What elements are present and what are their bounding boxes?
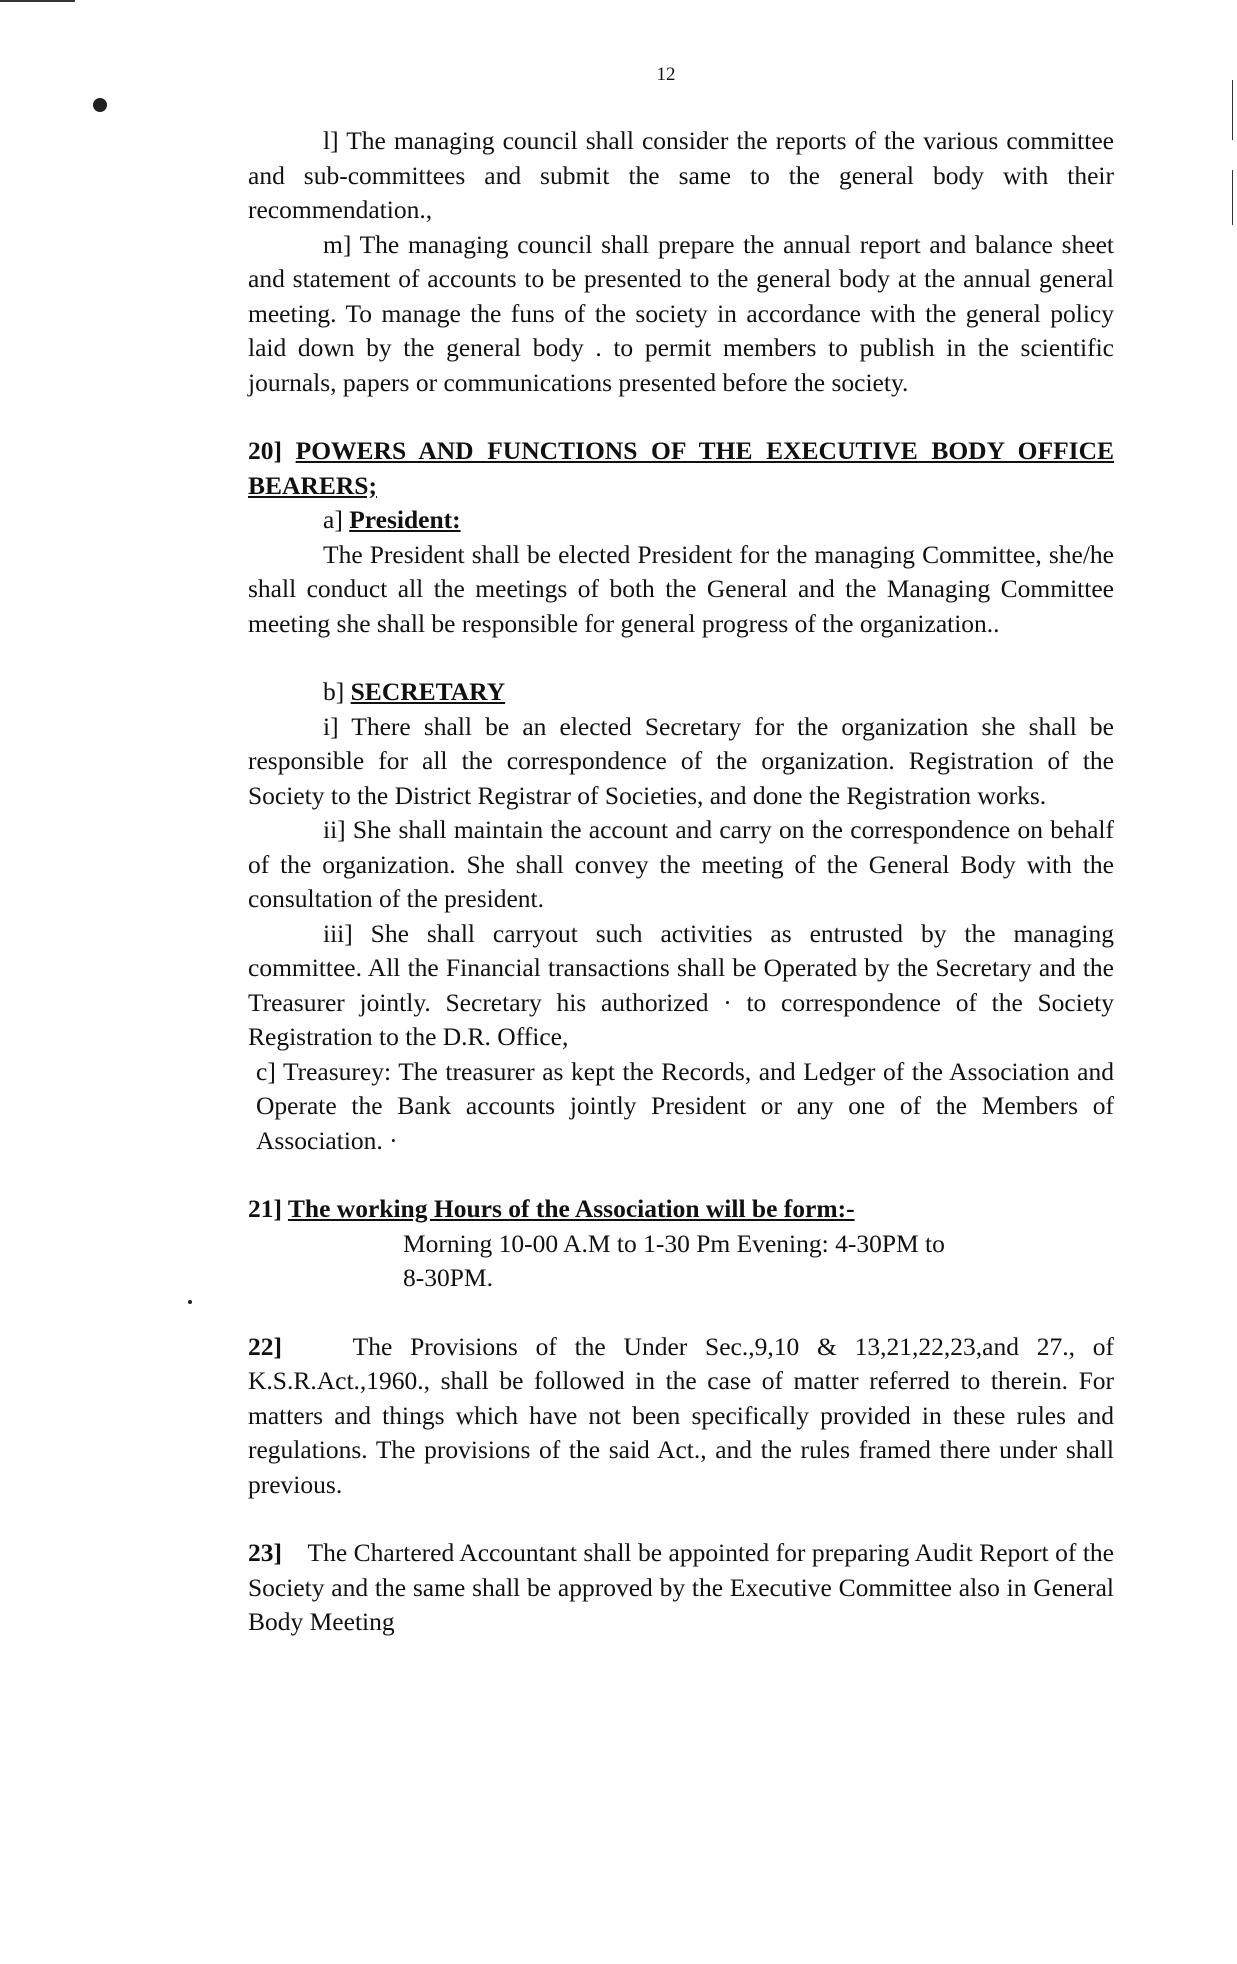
secretary-item-2: ii] She shall maintain the account and carry on the correspondence on behalf of the organization. She shall convey the meeting of the General Body with the consultation of the president.: [248, 815, 1114, 913]
document-body: [248, 124, 1114, 1640]
section-number: 22]: [248, 1331, 282, 1361]
secretary-label: [248, 675, 1114, 710]
item-label: SECRETARY: [350, 677, 506, 706]
item-prefix: a]: [323, 505, 343, 534]
section-23: [248, 1536, 1114, 1640]
section-number: 21]: [248, 1194, 282, 1223]
secretary-item-3: iii] She shall carryout such activities as entrusted by the managing committee. All the Financial transactions shall be Operated by the Secretary and the Treasurer jointly. Secretary his authorized · to correspondence of the Society Registration to the D.R. Office,: [248, 918, 1114, 1051]
section-number: 20]: [248, 436, 282, 465]
scan-edge-mark: [1232, 80, 1233, 140]
scan-speck: [93, 98, 107, 112]
item-prefix: b]: [323, 677, 345, 706]
item-label: President:: [349, 505, 461, 534]
section-title: The working Hours of the Association will be form:-: [287, 1194, 855, 1223]
paragraph-l: l] The managing council shall consider the reports of the various committee and sub-committees and submit the same to the general body with their recommendation.,: [248, 126, 1114, 224]
scan-edge-mark: [1232, 170, 1233, 225]
section-22: [248, 1330, 1114, 1503]
scan-speck: [188, 1300, 192, 1304]
page-number: 12: [656, 64, 676, 85]
treasurer-text: c] Treasurey: The treasurer as kept the Records, and Ledger of the Association and Operate the Bank accounts jointly President or any one of the Members of Association. ·: [256, 1056, 1114, 1155]
section-text: The Provisions of the Under Sec.,9,10 & 13,21,22,23,and 27., of K.S.R.Act.,1960., shall be followed in the case of matter referred to therein. For matters and things which have not been specifically provided in these rules and regulations. The provisions of the said Act., and the rules framed there under shall previous.: [248, 1331, 1114, 1499]
section-title: POWERS AND FUNCTIONS OF THE EXECUTIVE BODY OFFICE BEARERS;: [248, 436, 1115, 500]
president-text: The President shall be elected President for the managing Committee, she/he shall conduct all the meetings of both the General and the Managing Committee meeting she shall be responsible for general progress of the organization..: [248, 539, 1114, 638]
section-number: 23]: [248, 1538, 282, 1567]
paragraph-m: m] The managing council shall prepare the annual report and balance sheet and statement of accounts to be presented to the general body at the annual general meeting. To manage the funs of the society in accordance with the general policy laid down by the general body . to permit members to publish in the scientific journals, papers or communications presented before the society.: [248, 229, 1114, 397]
working-hours-line-2: 8-30PM.: [403, 1263, 493, 1292]
section-text: The Chartered Accountant shall be appointed for preparing Audit Report of the Society and the same shall be approved by the Executive Committee also in General Body Meeting: [248, 1538, 1114, 1636]
working-hours-line-1: Morning 10-00 A.M to 1-30 Pm Evening: 4-30PM to: [403, 1228, 945, 1258]
section-20-heading: [248, 434, 1114, 503]
president-label: [248, 503, 1114, 538]
secretary-item-1: i] There shall be an elected Secretary for the organization she shall be responsible for all the correspondence of the organization. Registration of the Society to the District Registrar of Societies, and done the Registration works.: [248, 711, 1114, 810]
scan-edge-mark: [0, 0, 75, 2]
section-21-heading: [248, 1192, 1114, 1227]
